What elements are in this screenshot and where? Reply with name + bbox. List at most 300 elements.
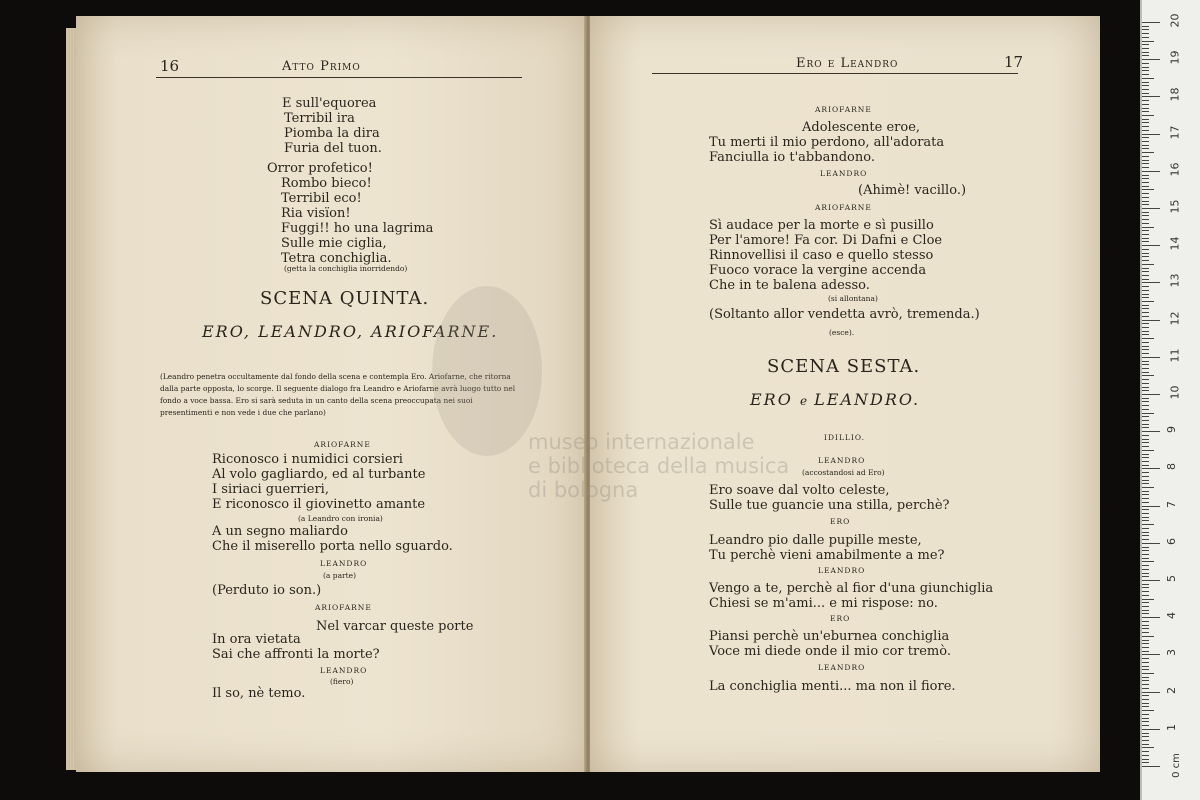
ruler-tick (1142, 554, 1149, 555)
ruler-tick (1142, 762, 1149, 763)
speaker-label: ARIOFARNE (815, 203, 872, 212)
ruler-tick (1142, 223, 1149, 224)
ruler-tick (1142, 733, 1149, 734)
verse-line: Ero soave dal volto celeste, (709, 483, 890, 498)
verse-line: Fuoco vorace la vergine accenda (709, 263, 927, 278)
ruler-tick (1142, 349, 1149, 350)
speaker-label: ARIOFARNE (815, 105, 872, 114)
speech-lines (709, 629, 951, 659)
ruler-number: 16 (1168, 162, 1182, 177)
ruler-tick (1142, 662, 1149, 663)
ruler-tick (1142, 480, 1149, 481)
ruler-tick (1142, 189, 1154, 190)
ruler-tick (1142, 625, 1149, 626)
speech-lines (709, 533, 945, 563)
ruler-tick (1142, 171, 1160, 172)
speaker-label: ERO (830, 614, 851, 623)
ruler-tick (1142, 212, 1149, 213)
verse-line: Leandro pio dalle pupille meste, (709, 533, 922, 548)
ruler-tick (1142, 643, 1149, 644)
ruler-tick (1142, 454, 1149, 455)
speech-line: (Soltanto allor vendetta avrò, tremenda.) (709, 307, 980, 322)
ruler-tick (1142, 364, 1149, 365)
ruler-tick (1142, 628, 1149, 629)
ruler-tick (1142, 89, 1149, 90)
ruler-tick (1142, 234, 1149, 235)
character-name: ERO (750, 390, 793, 409)
ruler-number: 20 (1168, 13, 1182, 28)
ruler-tick (1142, 22, 1160, 23)
verse-line: In ora vietata (212, 632, 301, 647)
ruler-number: 10 (1168, 385, 1182, 400)
ruler-tick (1142, 602, 1149, 603)
ruler-tick (1142, 699, 1149, 700)
speech-line: (Perduto io son.) (212, 583, 322, 598)
watermark-line: museo internazionale (528, 430, 755, 454)
verse-line: Fanciulla io t'abbandono. (709, 150, 875, 165)
ruler-tick (1142, 673, 1154, 674)
verse-line: Sì audace per la morte e sì pusillo (709, 218, 934, 233)
watermark-line: e biblioteca della musica (528, 454, 790, 478)
ruler-tick (1142, 182, 1149, 183)
speaker-label: LEANDRO (320, 666, 368, 675)
ruler-tick (1142, 126, 1149, 127)
ruler-tick (1142, 621, 1149, 622)
ruler-tick (1142, 468, 1160, 469)
ruler-tick (1142, 238, 1149, 239)
ruler-tick (1142, 599, 1154, 600)
verse-line: Sulle mie ciglia, (281, 236, 387, 251)
ruler-tick (1142, 78, 1154, 79)
ruler-tick (1142, 93, 1149, 94)
ruler-tick (1142, 59, 1160, 60)
ruler-tick (1142, 431, 1160, 432)
ruler-tick (1142, 569, 1149, 570)
ruler-tick (1142, 617, 1160, 618)
ruler-number: 17 (1168, 125, 1182, 140)
ruler-tick (1142, 52, 1149, 53)
ruler-tick (1142, 487, 1154, 488)
ruler-tick (1142, 305, 1149, 306)
ruler-number: 1 (1165, 723, 1178, 731)
ruler-number: 6 (1165, 537, 1178, 545)
ruler-tick (1142, 96, 1160, 97)
speech-line: Il so, nè temo. (212, 686, 306, 701)
ruler-tick (1142, 502, 1149, 503)
ruler-tick (1142, 766, 1160, 767)
ruler-number: 8 (1165, 463, 1178, 471)
ruler-tick (1142, 394, 1160, 395)
ruler-tick (1142, 357, 1160, 358)
verse-line: Al volo gagliardo, ed al turbante (212, 467, 426, 482)
ruler-tick (1142, 532, 1149, 533)
ruler-tick (1142, 543, 1160, 544)
verse-line: Fuggi!! ho una lagrima (281, 221, 434, 236)
verse-line: Rinnovellisi il caso e quello stesso (709, 248, 934, 263)
ruler-tick (1142, 442, 1149, 443)
watermark-logo (432, 286, 542, 456)
ruler-tick (1142, 439, 1149, 440)
ruler-tick (1142, 398, 1149, 399)
right-running-head: Ero e Leandro (796, 56, 899, 71)
stage-direction: (a parte) (323, 571, 357, 580)
ruler-number: 5 (1165, 575, 1178, 582)
ruler-tick (1142, 740, 1149, 741)
ruler-tick (1142, 312, 1149, 313)
verse-line: Furia del tuon. (284, 141, 382, 156)
measuring-ruler (1140, 0, 1200, 800)
ruler-tick (1142, 316, 1149, 317)
ruler-tick (1142, 703, 1149, 704)
ruler-tick (1142, 524, 1154, 525)
section-label: IDILLIO. (824, 433, 865, 442)
speech-line: La conchiglia menti... ma non il fiore. (709, 679, 956, 694)
ruler-tick (1142, 565, 1149, 566)
ruler-tick (1142, 584, 1149, 585)
ruler-number: 7 (1165, 500, 1178, 508)
ruler-tick (1142, 230, 1149, 231)
ruler-tick (1142, 420, 1149, 421)
ruler-tick (1142, 576, 1149, 577)
ruler-tick (1142, 294, 1149, 295)
scene-title: SCENA SESTA. (767, 356, 921, 377)
ruler-tick (1142, 67, 1149, 68)
ruler-tick (1142, 669, 1149, 670)
ruler-tick (1142, 413, 1154, 414)
ruler-tick (1142, 383, 1149, 384)
scene-characters: ERO, LEANDRO, ARIOFARNE. (202, 322, 499, 341)
ruler-tick (1142, 706, 1149, 707)
character-name: LEANDRO. (814, 390, 921, 409)
ruler-number: 14 (1168, 236, 1182, 251)
speaker-label: ARIOFARNE (314, 440, 371, 449)
verse-line: A un segno maliardo (212, 524, 348, 539)
ruler-tick (1142, 227, 1154, 228)
ruler-tick (1142, 156, 1149, 157)
ruler-tick (1142, 55, 1149, 56)
stage-direction: (esce). (829, 328, 855, 337)
character-conjunction: e (799, 394, 808, 408)
ruler-tick (1142, 636, 1154, 637)
ruler-tick (1142, 201, 1149, 202)
ruler-tick (1142, 509, 1149, 510)
ruler-tick (1142, 145, 1149, 146)
ruler-tick (1142, 338, 1154, 339)
ruler-tick (1142, 160, 1149, 161)
ruler-tick (1142, 253, 1149, 254)
verse-block-1 (282, 96, 382, 156)
ruler-tick (1142, 104, 1149, 105)
ruler-tick (1142, 249, 1149, 250)
verse-line: Per l'amore! Fa cor. Di Dafni e Cloe (709, 233, 943, 248)
verse-line: Sai che affronti la morte? (212, 647, 380, 662)
ruler-tick (1142, 535, 1149, 536)
ruler-tick (1142, 390, 1149, 391)
ruler-tick (1142, 372, 1149, 373)
verse-line: E sull'equorea (282, 96, 377, 111)
ruler-tick (1142, 167, 1149, 168)
ruler-tick (1142, 405, 1149, 406)
ruler-tick (1142, 677, 1149, 678)
ruler-tick (1142, 513, 1149, 514)
verse-line: I siriaci guerrieri, (212, 482, 329, 497)
stage-direction: (a Leandro con ironia) (298, 514, 383, 523)
verse-line: Tu merti il mio perdono, all'adorata (709, 135, 945, 150)
scene-title: SCENA QUINTA. (260, 288, 430, 309)
ruler-tick (1142, 346, 1149, 347)
ruler-tick (1142, 759, 1149, 760)
ruler-tick (1142, 215, 1149, 216)
ruler-tick (1142, 152, 1154, 153)
ruler-number: 18 (1168, 87, 1182, 102)
ruler-tick (1142, 424, 1149, 425)
speech-lines (212, 452, 425, 512)
ruler-tick (1142, 301, 1154, 302)
ruler-unit-label: 0 cm (1170, 753, 1182, 778)
ruler-tick (1142, 100, 1149, 101)
ruler-tick (1142, 286, 1149, 287)
speaker-label: LEANDRO (818, 456, 866, 465)
ruler-tick (1142, 260, 1149, 261)
ruler-tick (1142, 684, 1149, 685)
verse-line: Tu perchè vieni amabilmente a me? (709, 548, 945, 563)
ruler-tick (1142, 44, 1149, 45)
ruler-tick (1142, 175, 1149, 176)
ruler-tick (1142, 368, 1149, 369)
stage-direction: (si allontana) (828, 294, 878, 303)
ruler-tick (1142, 517, 1149, 518)
ruler-number: 15 (1168, 199, 1182, 214)
ruler-tick (1142, 714, 1149, 715)
ruler-tick (1142, 193, 1149, 194)
ruler-tick (1142, 550, 1149, 551)
stage-direction: (fiero) (330, 677, 354, 686)
ruler-tick (1142, 666, 1149, 667)
speech-lines (212, 632, 380, 662)
ruler-number: 3 (1165, 649, 1178, 657)
watermark (528, 430, 789, 502)
ruler-tick (1142, 729, 1160, 730)
right-page-number: 17 (1004, 53, 1024, 71)
ruler-tick (1142, 736, 1149, 737)
speech-lines (709, 135, 944, 165)
speaker-label: ERO (830, 517, 851, 526)
ruler-tick (1142, 37, 1149, 38)
ruler-tick (1142, 744, 1149, 745)
right-header-rule (652, 73, 1018, 74)
ruler-tick (1142, 561, 1154, 562)
ruler-tick (1142, 483, 1149, 484)
speaker-label: LEANDRO (818, 663, 866, 672)
ruler-tick (1142, 197, 1149, 198)
verse-line: Ria visïon! (281, 206, 351, 221)
ruler-tick (1142, 461, 1149, 462)
verse-line: Rombo bieco! (281, 176, 372, 191)
ruler-tick (1142, 361, 1149, 362)
ruler-tick (1142, 725, 1149, 726)
ruler-tick (1142, 718, 1149, 719)
verse-line: Chiesi se m'ami... e mi rispose: no. (709, 596, 938, 611)
ruler-tick (1142, 119, 1149, 120)
ruler-tick (1142, 547, 1149, 548)
ruler-number: 2 (1165, 686, 1178, 694)
ruler-tick (1142, 688, 1149, 689)
ruler-tick (1142, 323, 1149, 324)
right-page (590, 16, 1100, 772)
ruler-tick (1142, 528, 1149, 529)
verse-line: Piansi perchè un'eburnea conchiglia (709, 629, 950, 644)
speaker-label: ARIOFARNE (315, 603, 372, 612)
speaker-label: LEANDRO (818, 566, 866, 575)
ruler-tick (1142, 353, 1149, 354)
speech-lines (709, 581, 993, 611)
watermark-line: di bologna (528, 478, 639, 502)
ruler-tick (1142, 26, 1149, 27)
ruler-tick (1142, 245, 1160, 246)
ruler-tick (1142, 137, 1149, 138)
ruler-tick (1142, 331, 1149, 332)
ruler-tick (1142, 401, 1149, 402)
ruler-tick (1142, 308, 1149, 309)
speech-line: (Ahimè! vacillo.) (858, 183, 967, 198)
ruler-tick (1142, 472, 1149, 473)
ruler-tick (1142, 271, 1149, 272)
left-page-number: 16 (160, 57, 180, 75)
ruler-tick (1142, 282, 1160, 283)
ruler-tick (1142, 130, 1149, 131)
ruler-tick (1142, 595, 1149, 596)
ruler-tick (1142, 186, 1149, 187)
verse-line: E riconosco il giovinetto amante (212, 497, 426, 512)
ruler-tick (1142, 29, 1149, 30)
ruler-tick (1142, 70, 1149, 71)
ruler-tick (1142, 74, 1149, 75)
stage-direction: (accostandosi ad Ero) (802, 468, 885, 477)
ruler-tick (1142, 379, 1149, 380)
ruler-tick (1142, 654, 1160, 655)
ruler-tick (1142, 606, 1149, 607)
verse-line: Tetra conchiglia. (281, 251, 392, 266)
ruler-tick (1142, 275, 1149, 276)
ruler-tick (1142, 204, 1149, 205)
ruler-tick (1142, 279, 1149, 280)
speech-lines (709, 218, 942, 293)
verse-line: Vengo a te, perchè al fior d'una giunchiglia (709, 581, 994, 596)
ruler-tick (1142, 320, 1160, 321)
verse-line: Che in te balena adesso. (709, 278, 870, 293)
ruler-tick (1142, 755, 1149, 756)
ruler-tick (1142, 692, 1160, 693)
ruler-tick (1142, 558, 1149, 559)
ruler-tick (1142, 491, 1149, 492)
verse-line: Sulle tue guancie una stilla, perchè? (709, 498, 950, 513)
ruler-tick (1142, 63, 1149, 64)
ruler-tick (1142, 721, 1149, 722)
ruler-tick (1142, 219, 1149, 220)
ruler-tick (1142, 141, 1149, 142)
ruler-tick (1142, 580, 1160, 581)
ruler-tick (1142, 450, 1154, 451)
ruler-tick (1142, 751, 1149, 752)
ruler-tick (1142, 680, 1149, 681)
ruler-tick (1142, 494, 1149, 495)
ruler-tick (1142, 573, 1149, 574)
ruler-tick (1142, 416, 1149, 417)
ruler-tick (1142, 610, 1149, 611)
ruler-tick (1142, 747, 1154, 748)
ruler-tick (1142, 640, 1149, 641)
ruler-tick (1142, 334, 1149, 335)
ruler-tick (1142, 409, 1149, 410)
ruler-tick (1142, 695, 1149, 696)
ruler-tick (1142, 375, 1154, 376)
ruler-tick (1142, 446, 1149, 447)
ruler-tick (1142, 82, 1149, 83)
ruler-tick (1142, 658, 1149, 659)
ruler-number: 12 (1168, 311, 1182, 326)
ruler-tick (1142, 327, 1149, 328)
speaker-label: LEANDRO (820, 169, 868, 178)
ruler-tick (1142, 710, 1154, 711)
verse-block-2 (267, 161, 433, 266)
verse-line: Piomba la dira (284, 126, 380, 141)
speaker-label: LEANDRO (320, 559, 368, 568)
ruler-number: 13 (1168, 273, 1182, 288)
ruler-tick (1142, 115, 1154, 116)
ruler-tick (1142, 498, 1149, 499)
verse-line: Terribil eco! (281, 191, 362, 206)
ruler-tick (1142, 632, 1149, 633)
ruler-tick (1142, 520, 1149, 521)
verse-line: Voce mi diede onde il mio cor tremò. (709, 644, 951, 659)
stage-direction: (getta la conchiglia inorridendo) (284, 264, 408, 273)
stage-paragraph: (Leandro penetra occultamente dal fondo della scena e contempla Ero. Ariofarne, che ritorna dalla parte opposta, lo scorge. Il seguente dialogo fra Leandro e Ariofarne avrà luogo tutto nel fondo a voce bassa. Ero si sarà seduta in un canto della scena preoccupata nei suoi presentimenti e non vede i due che parlano) (160, 372, 516, 417)
ruler-tick (1142, 290, 1149, 291)
ruler-tick (1142, 85, 1149, 86)
ruler-tick (1142, 427, 1149, 428)
ruler-tick (1142, 208, 1160, 209)
ruler-tick (1142, 48, 1149, 49)
ruler-tick (1142, 178, 1149, 179)
ruler-tick (1142, 148, 1149, 149)
ruler-number: 9 (1165, 426, 1178, 434)
ruler-tick (1142, 122, 1149, 123)
ruler-number: 4 (1165, 612, 1178, 620)
verse-line: Che il miserello porta nello sguardo. (212, 539, 453, 554)
ruler-tick (1142, 256, 1149, 257)
ruler-tick (1142, 264, 1154, 265)
ruler-tick (1142, 587, 1149, 588)
ruler-tick (1142, 241, 1149, 242)
speech-line: Nel varcar queste porte (316, 619, 474, 634)
ruler-tick (1142, 33, 1149, 34)
ruler-tick (1142, 647, 1149, 648)
ruler-tick (1142, 613, 1149, 614)
ruler-number: 11 (1168, 348, 1182, 363)
speech-lines (212, 524, 453, 554)
verse-line: Orror profetico! (267, 161, 373, 176)
ruler-tick (1142, 435, 1149, 436)
scene-characters (750, 390, 920, 409)
ruler-tick (1142, 506, 1160, 507)
ruler-tick (1142, 387, 1149, 388)
speech-line: Adolescente eroe, (802, 120, 921, 135)
ruler-tick (1142, 41, 1154, 42)
ruler-tick (1142, 134, 1160, 135)
verse-line: Terribil ira (284, 111, 355, 126)
ruler-tick (1142, 297, 1149, 298)
ruler-tick (1142, 268, 1149, 269)
